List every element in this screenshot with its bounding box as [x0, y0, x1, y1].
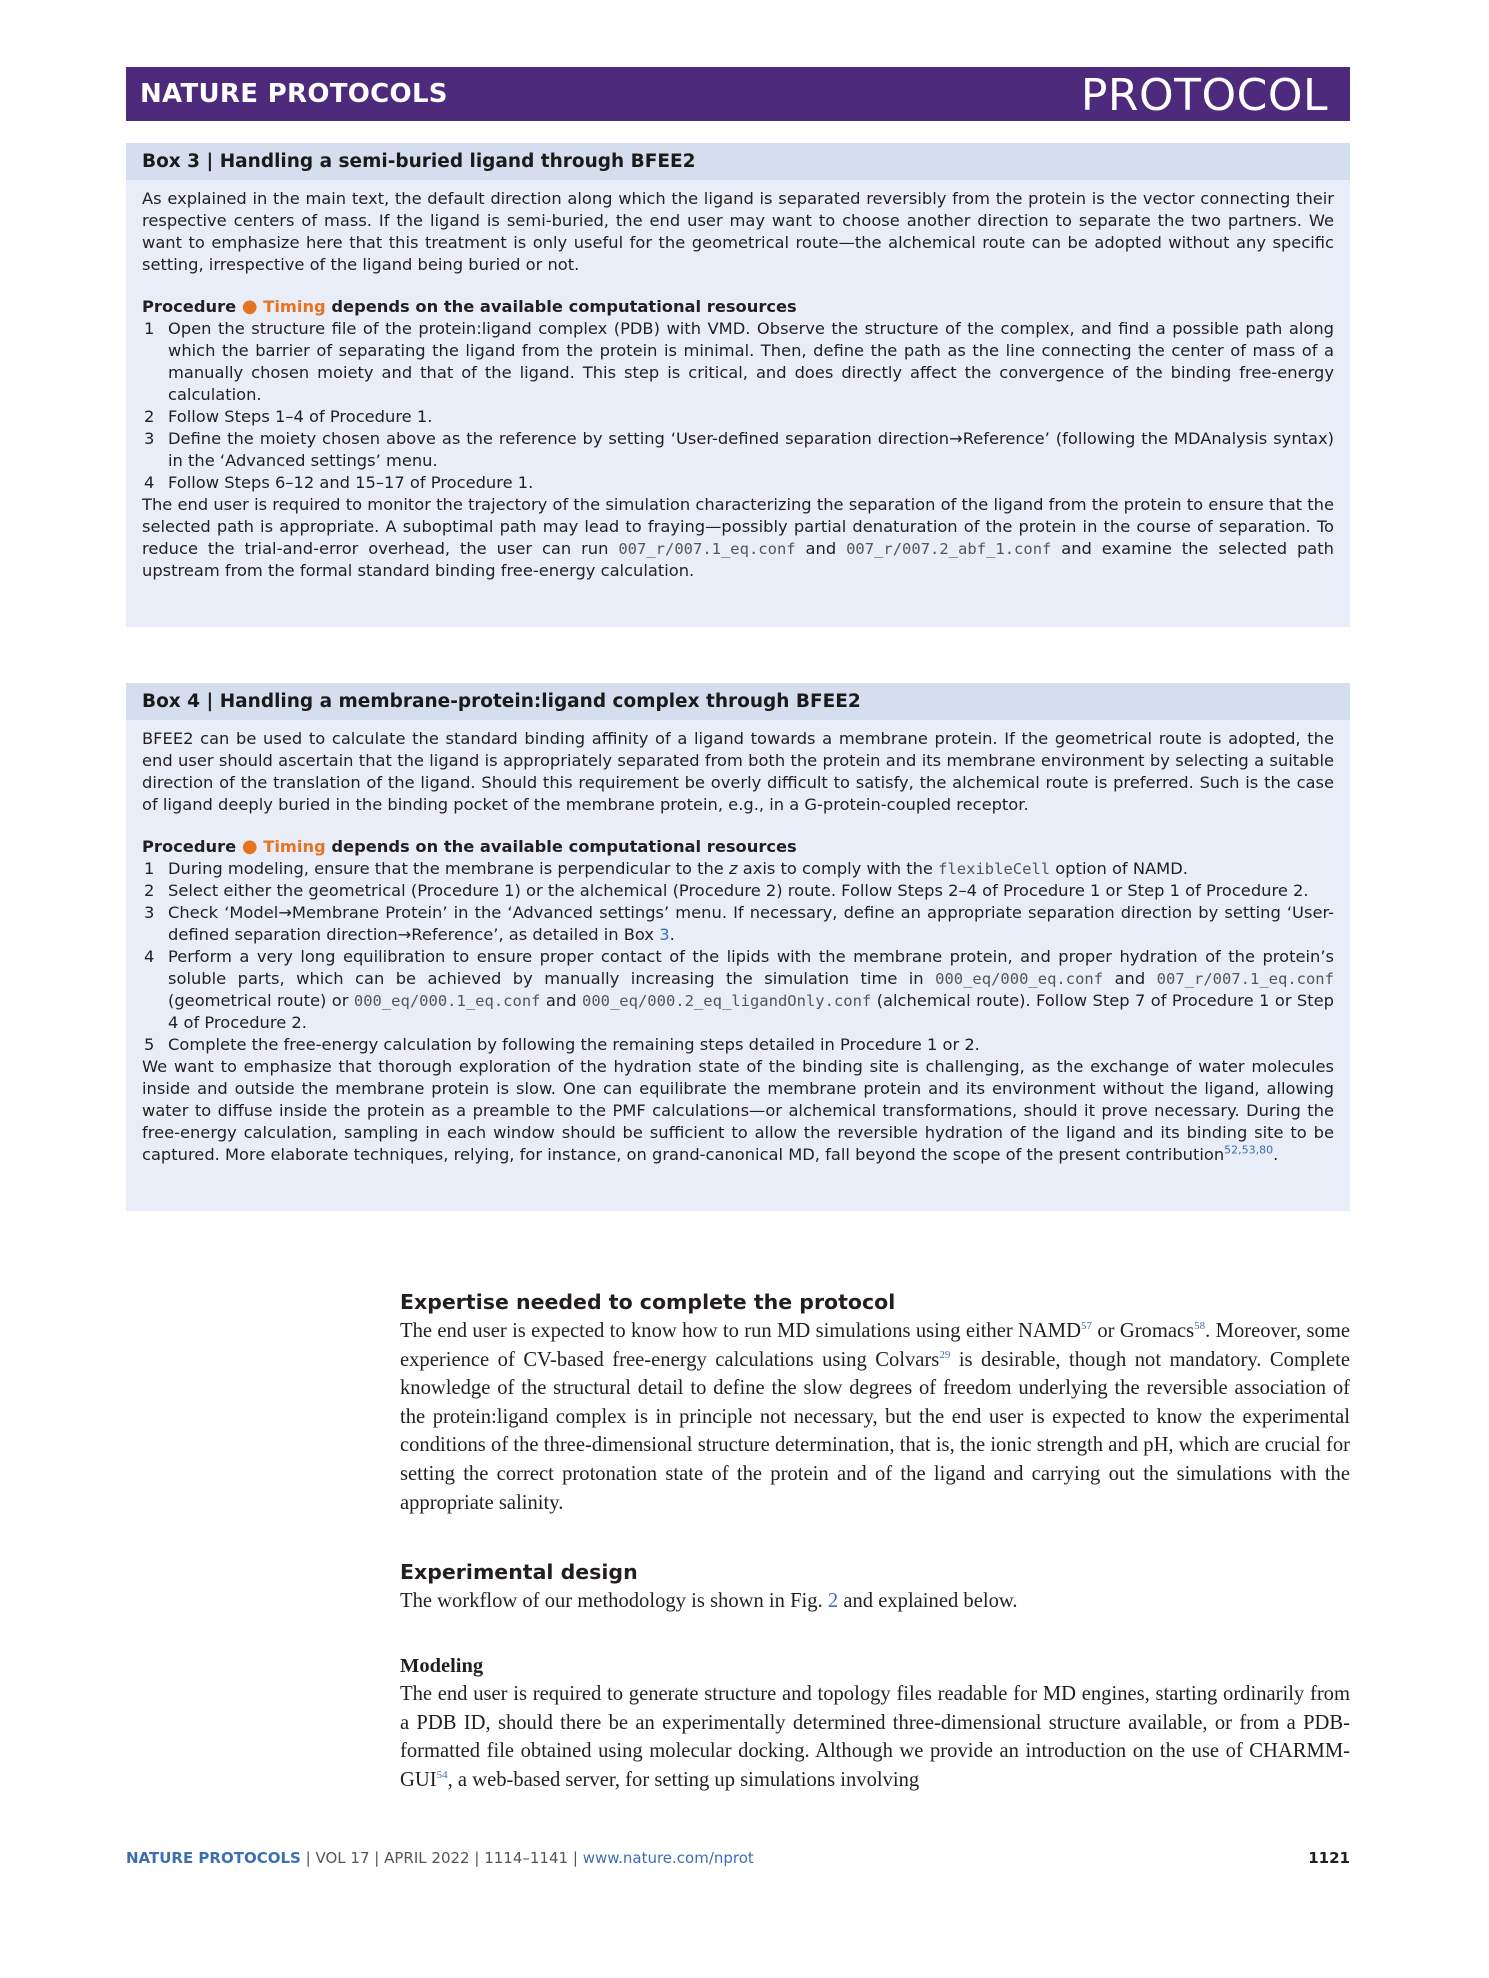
closing-text: and examine the selected path upstream from the formal standard binding free-energy calculation.: [142, 539, 1334, 580]
procedure-label: Procedure: [142, 297, 237, 316]
box-4-steps: [142, 858, 1334, 1056]
box-3-procedure-heading: [142, 296, 1334, 318]
footer-date: APRIL 2022: [384, 1849, 470, 1867]
step-text: Check ‘Model→Membrane Protein’ in the ‘Advanced settings’ menu. If necessary, define an appropriate separation direction by setting ‘User-defined separation direction→Reference’, as detailed in Box: [168, 903, 1334, 944]
box-4-body: [126, 720, 1350, 1166]
box-3-intro: As explained in the main text, the default direction along which the ligand is separated reversibly from the protein is the vector connecting their respective centers of mass. If the ligand is semi-buried, the end user may want to choose another direction to separate the two partners. We want to emphasize here that this treatment is only useful for the geometrical route—the alchemical route can be adopted without any specific setting, irrespective of the ligand being buried or not.: [142, 189, 1334, 274]
step-text: Select either the geometrical (Procedure 1) or the alchemical (Procedure 2) route. Follow Steps 2–4 of Procedure 1 or Step 1 of Procedure 2.: [168, 881, 1309, 900]
step-text: axis to comply with the: [742, 859, 933, 878]
footer-volume: VOL 17: [315, 1849, 370, 1867]
body-text: The end user is required to generate structure and topology files readable for MD engines, starting ordinarily from a PDB ID, should there be an experimentally determined three-dimensional structure available, or from a PDB-formatted file obtained using molecular docking. Although we provide an introduction on the use of CHARMM-GUI: [400, 1683, 1350, 1791]
code-path: 000_eq/000.1_eq.conf: [353, 992, 541, 1010]
box-3-steps: [142, 318, 1334, 494]
box-4-title: Box 4 | Handling a membrane-protein:ligand complex through BFEE2: [126, 683, 1350, 720]
procedure-step: [142, 472, 1334, 494]
timing-dot-icon: ●: [241, 296, 258, 317]
step-number: 3: [144, 429, 155, 448]
box-4-closing: [142, 1056, 1334, 1166]
timing-text: depends on the available computational resources: [331, 837, 797, 856]
step-text: Define the moiety chosen above as the reference by setting ‘User-defined separation direction→Reference’ (following the MDAnalysis syntax) in the ‘Advanced settings’ menu.: [168, 429, 1334, 470]
timing-text: depends on the available computational resources: [331, 297, 797, 316]
step-text: option of NAMD.: [1055, 859, 1188, 878]
closing-text: The end user is required to monitor the trajectory of the simulation characterizing the separation of the ligand from the protein to ensure that the selected path is appropriate. A suboptimal path may lead to fraying—possibly partial denaturation of the protein in the course of separation. To reduce the trial-and-error overhead, the user can run: [142, 495, 1334, 558]
design-section: [400, 1560, 1350, 1616]
step-text: During modeling, ensure that the membrane is perpendicular to the: [168, 859, 724, 878]
code-path: 000_eq/000.2_eq_ligandOnly.conf: [581, 992, 872, 1010]
section-type-label: PROTOCOL: [1080, 70, 1328, 121]
step-text: and: [545, 991, 577, 1010]
step-number: 2: [144, 881, 155, 900]
expertise-heading: Expertise needed to complete the protocol: [400, 1290, 896, 1314]
code-path: 007_r/007.2_abf_1.conf: [846, 540, 1052, 558]
closing-text: and: [805, 539, 837, 558]
procedure-step: [142, 946, 1334, 1034]
timing-label: Timing: [263, 837, 326, 856]
procedure-step: [142, 902, 1334, 946]
step-number: 4: [144, 473, 155, 492]
step-number: 3: [144, 903, 155, 922]
step-text: Open the structure file of the protein:ligand complex (PDB) with VMD. Observe the structure of the complex, and find a possible path along which the barrier of separating the ligand from the protein is minimal. Then, define the path as the line connecting the center of mass of a manually chosen moiety and that of the ligand. This step is critical, and does directly affect the convergence of the binding free-energy calculation.: [168, 319, 1334, 404]
journal-header-bar: [126, 67, 1350, 121]
citation-link[interactable]: 52,53,80: [1224, 1143, 1274, 1157]
procedure-label: Procedure: [142, 837, 237, 856]
body-text: is desirable, though not mandatory. Complete knowledge of the structural detail to define the slow degrees of freedom underlying the reversible association of the protein:ligand complex is in principle not necessary, but the end user is expected to know the experimental conditions of the three-dimensional structure determination, that is, the ionic strength and pH, which are crucial for setting the correct protonation state of the protein and of the ligand and carrying out the simulations with the appropriate salinity.: [400, 1348, 1350, 1514]
step-text: (geometrical route) or: [168, 991, 349, 1010]
body-text: . Moreover, some experience of CV-based free-energy calculations using Colvars: [400, 1320, 1350, 1371]
step-number: 1: [144, 859, 155, 878]
procedure-step: [142, 428, 1334, 472]
journal-name: NATURE PROTOCOLS: [140, 79, 448, 109]
page-number: 1121: [1308, 1849, 1350, 1867]
procedure-step: [142, 880, 1334, 902]
modeling-section: [400, 1655, 1350, 1794]
timing-label: Timing: [263, 297, 326, 316]
step-text: (alchemical route). Follow Step 7 of Procedure 1 or Step 4 of Procedure 2.: [168, 991, 1334, 1032]
box-4: [126, 683, 1350, 1211]
body-text: or Gromacs: [1097, 1320, 1195, 1342]
step-number: 1: [144, 319, 155, 338]
box-3: [126, 143, 1350, 627]
design-heading: Experimental design: [400, 1560, 638, 1584]
box-3-body: [126, 180, 1350, 582]
body-text: , a web-based server, for setting up simulations involving: [447, 1768, 920, 1791]
body-text: The end user is expected to know how to run MD simulations using either NAMD: [400, 1320, 1081, 1342]
citation-link[interactable]: 57: [1080, 1320, 1092, 1333]
footer-separator: |: [305, 1849, 311, 1867]
step-text: .: [669, 925, 675, 944]
expertise-paragraph: [400, 1317, 1350, 1517]
box-3-title: Box 3 | Handling a semi-buried ligand through BFEE2: [126, 143, 1350, 180]
footer-url-link[interactable]: www.nature.com/nprot: [582, 1849, 754, 1867]
design-paragraph: [400, 1587, 1350, 1616]
code-path: 007_r/007.1_eq.conf: [1156, 970, 1334, 988]
body-text: The workflow of our methodology is shown in Fig.: [400, 1590, 823, 1612]
figure-link[interactable]: 2: [827, 1590, 839, 1612]
timing-dot-icon: ●: [241, 836, 258, 857]
footer-separator: |: [572, 1849, 578, 1867]
procedure-step: [142, 318, 1334, 406]
closing-text: We want to emphasize that thorough exploration of the hydration state of the binding site is challenging, as the exchange of water molecules inside and outside the membrane protein is slow. One can equilibrate the membrane protein and its environment without the ligand, allowing water to diffuse inside the protein as a preamble to the PMF calculations—or alchemical transformations, should it prove necessary. During the free-energy calculation, sampling in each window should be sufficient to allow the reversible hydration of the ligand and its binding site to be captured. More elaborate techniques, relying, for instance, on grand-canonical MD, fall beyond the scope of the present contribution: [142, 1057, 1334, 1164]
step-text: z: [729, 859, 738, 878]
box-4-procedure-heading: [142, 836, 1334, 858]
footer-journal: NATURE PROTOCOLS: [126, 1849, 301, 1867]
footer-separator: |: [474, 1849, 480, 1867]
code-path: 000_eq/000_eq.conf: [935, 970, 1104, 988]
procedure-step: [142, 406, 1334, 428]
body-text: and explained below.: [843, 1590, 1018, 1612]
page-footer: [126, 1849, 1350, 1867]
expertise-section: [400, 1290, 1350, 1517]
procedure-step: [142, 858, 1334, 880]
step-number: 2: [144, 407, 155, 426]
footer-separator: |: [374, 1849, 380, 1867]
box-3-closing: [142, 494, 1334, 582]
citation-link[interactable]: 58: [1194, 1320, 1206, 1333]
citation-link[interactable]: 54: [436, 1768, 448, 1781]
footer-pages: 1114–1141: [484, 1849, 569, 1867]
modeling-heading: Modeling: [400, 1655, 484, 1677]
step-number: 4: [144, 947, 155, 966]
closing-text: .: [1273, 1145, 1279, 1164]
step-text: and: [1114, 969, 1146, 988]
step-text: Complete the free-energy calculation by following the remaining steps detailed in Procedure 1 or 2.: [168, 1035, 980, 1054]
citation-link[interactable]: 29: [939, 1348, 951, 1361]
box-4-intro: BFEE2 can be used to calculate the standard binding affinity of a ligand towards a membrane protein. If the geometrical route is adopted, the end user should ascertain that the ligand is appropriately separated from both the protein and its membrane environment by selecting a suitable direction of the translation of the ligand. Should this requirement be overly difficult to satisfy, the alchemical route is preferred. Such is the case of ligand deeply buried in the binding pocket of the membrane protein, e.g., in a G-protein-coupled receptor.: [142, 729, 1334, 814]
procedure-step: [142, 1034, 1334, 1056]
modeling-paragraph: [400, 1680, 1350, 1794]
step-text: Follow Steps 6–12 and 15–17 of Procedure 1.: [168, 473, 534, 492]
code-path: flexibleCell: [938, 860, 1051, 878]
step-number: 5: [144, 1035, 155, 1054]
box-reference-link[interactable]: 3: [659, 925, 670, 944]
code-path: 007_r/007.1_eq.conf: [618, 540, 796, 558]
step-text: Perform a very long equilibration to ensure proper contact of the lipids with the membrane protein, and proper hydration of the protein’s soluble parts, which can be achieved by manually increasing the simulation time in: [168, 947, 1334, 988]
step-text: Follow Steps 1–4 of Procedure 1.: [168, 407, 433, 426]
